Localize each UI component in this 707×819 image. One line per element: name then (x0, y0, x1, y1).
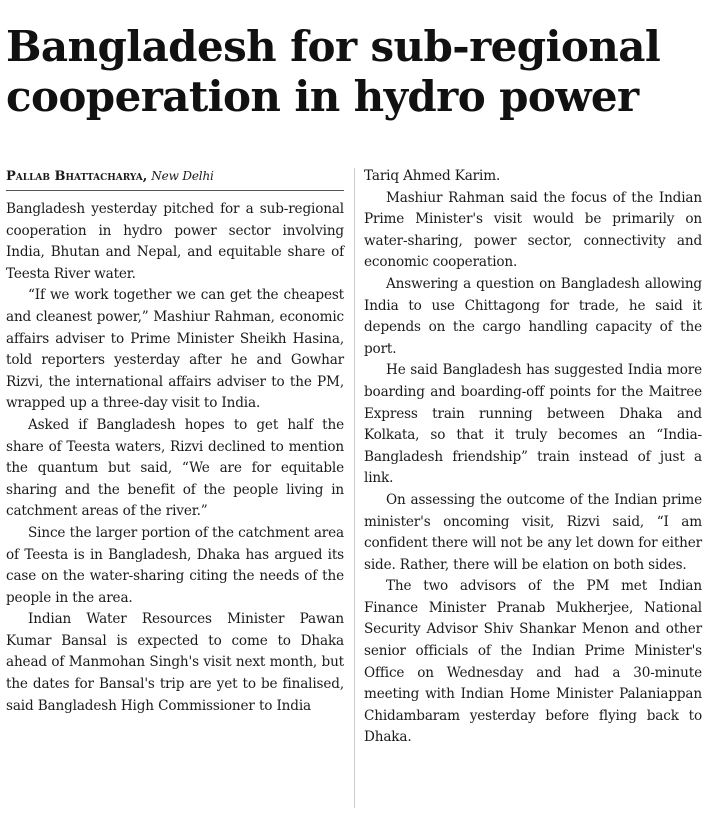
byline-location: New Delhi (151, 169, 214, 183)
left-column (6, 166, 344, 717)
byline-author: Pallab Bhattacharya, (6, 169, 148, 184)
paragraph: “If we work together we can get the cheapest and cleanest power,” Mashiur Rahman, economic affairs adviser to Prime Minister Sheikh Hasina, told reporters yesterday after he and Gowhar Rizvi, the international affairs adviser to the PM, wrapped up a three-day visit to India. (6, 287, 344, 412)
byline (6, 166, 344, 191)
paragraph: He said Bangladesh has suggested India more boarding and boarding-off points for the Maitree Express train running between Dhaka and Kolkata, so that it truly becomes an “India-Bangladesh friendship” train instead of just a link. (364, 362, 702, 487)
paragraph: Asked if Bangladesh hopes to get half the share of Teesta waters, Rizvi declined to mention the quantum but said, “We are for equitable sharing and the benefit of the people living in catchment areas of the river.” (6, 416, 344, 520)
column-divider (354, 168, 355, 808)
paragraph: Bangladesh yesterday pitched for a sub-regional cooperation in hydro power sector involving India, Bhutan and Nepal, and equitable share of Teesta River water. (6, 201, 344, 282)
paragraph: Mashiur Rahman said the focus of the Indian Prime Minister's visit would be primarily on water-sharing, power sector, connectivity and economic cooperation. (364, 189, 702, 271)
paragraph: Since the larger portion of the catchment area of Teesta is in Bangladesh, Dhaka has argued its case on the water-sharing citing the needs of the people in the area. (6, 524, 344, 606)
paragraph: On assessing the outcome of the Indian prime minister's oncoming visit, Rizvi said, “I am confident there will not be any let down for either side. Rather, there will be elation on both sides. (364, 491, 702, 573)
paragraph: Answering a question on Bangladesh allowing India to use Chittagong for trade, he said it depends on the cargo handling capacity of the port. (364, 275, 702, 357)
paragraph-continuation: Tariq Ahmed Karim. (364, 168, 501, 184)
paragraph: The two advisors of the PM met Indian Finance Minister Pranab Mukherjee, National Security Advisor Shiv Shankar Menon and other senior officials of the Indian Prime Minister's Office on Wednesday and had a 30-minute meeting with Indian Home Minister Palaniappan Chidambaram yesterday before flying back to Dhaka. (364, 578, 702, 746)
headline: Bangladesh for sub-regional cooperation in hydro power (6, 22, 661, 121)
right-column (364, 166, 702, 749)
paragraph: Indian Water Resources Minister Pawan Kumar Bansal is expected to come to Dhaka ahead of Manmohan Singh's visit next month, but the dates for Bansal's trip are yet to be finalised, said Bangladesh High Commissioner to India (6, 611, 344, 714)
